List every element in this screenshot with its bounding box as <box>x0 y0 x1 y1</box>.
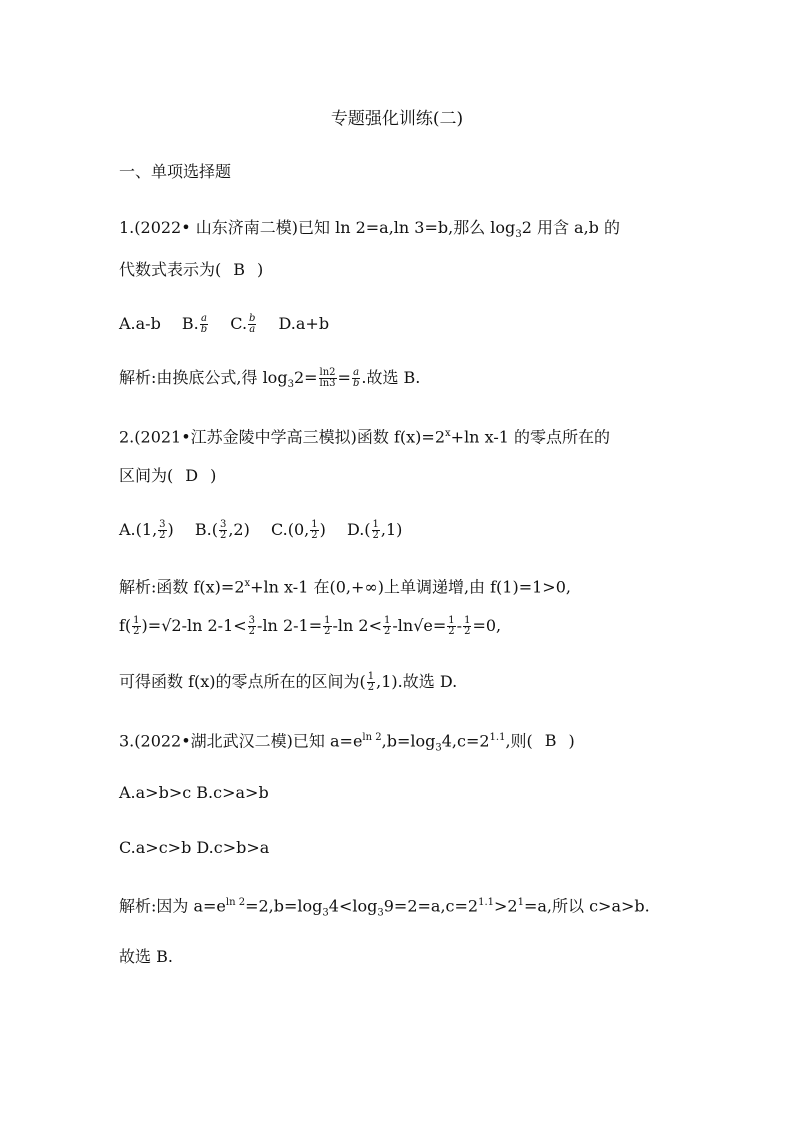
q2-option-b-right: ,2) <box>228 520 250 539</box>
q2-option-d <box>347 520 402 539</box>
q2-sol2-a: f( <box>119 616 132 635</box>
fraction-denominator: 2 <box>384 626 391 637</box>
q1-stem-line1 <box>119 216 620 247</box>
q2-option-a <box>119 520 174 539</box>
fraction-numerator: 1 <box>367 671 375 682</box>
fraction-numerator: a <box>353 367 360 378</box>
q2-option-a-right: ) <box>167 520 174 539</box>
fraction-numerator: a <box>200 313 207 324</box>
q1-solution-eq2: = <box>337 368 351 387</box>
q2-option-b-left: B.( <box>194 520 218 539</box>
fraction-numerator: 1 <box>448 615 455 626</box>
q2-stem-text: 2.(2021•江苏金陵中学高三模拟)函数 f(x)=2 <box>119 427 446 447</box>
fraction-numerator: 1 <box>311 519 318 530</box>
q2-sol2-fraction2 <box>248 616 256 637</box>
q2-sol2-f: - <box>456 616 463 635</box>
q1-options <box>119 312 345 336</box>
q2-sol2-b: )=√2-ln 2-1< <box>141 616 247 635</box>
q1-solution-fraction2 <box>352 368 360 389</box>
fraction-denominator: 2 <box>324 626 331 637</box>
fraction-numerator: 3 <box>219 519 227 530</box>
fraction-numerator: 1 <box>372 519 379 530</box>
q1-solution-eq: 2= <box>293 368 318 387</box>
fraction-numerator: 1 <box>324 615 331 626</box>
q1-option-b-prefix: B. <box>181 314 199 333</box>
q3-sol-e: >2 <box>493 896 518 916</box>
q1-answer: B <box>233 260 246 279</box>
q1-stem-text-end: 2 用含 a,b 的 <box>521 218 620 237</box>
q1-solution-log-base: 3 <box>287 379 294 391</box>
q2-sol2-c: -ln 2-1= <box>257 616 323 635</box>
q3-options-row2: C.a>c>b D.c>b>a <box>119 838 270 857</box>
q2-option-b <box>195 520 250 539</box>
fraction-numerator: 1 <box>384 615 391 626</box>
q2-paren-close: ) <box>210 466 217 485</box>
q2-sol2-fraction1 <box>132 616 140 637</box>
q2-sol2-fraction3 <box>323 616 331 637</box>
q2-sol2-g: =0, <box>472 616 502 635</box>
q3-answer: B <box>544 731 557 751</box>
fraction-denominator: 2 <box>248 626 256 637</box>
q3-exponent1: ln 2 <box>362 732 382 743</box>
q3-stem-b: ,b=log <box>381 731 436 751</box>
fraction-denominator: 2 <box>448 626 455 637</box>
q2-solution-text: 解析:函数 f(x)=2 <box>119 577 245 597</box>
q3-stem <box>119 726 575 761</box>
section-heading: 一、单项选择题 <box>119 162 232 181</box>
q1-log-base: 3 <box>515 229 522 241</box>
fraction-denominator: 2 <box>464 626 471 637</box>
q2-sol2-fraction5 <box>447 616 455 637</box>
q2-answer: D <box>185 466 199 485</box>
q3-solution-line1 <box>119 891 650 926</box>
q2-option-c-fraction <box>310 520 318 541</box>
q2-option-a-fraction <box>158 520 166 541</box>
q1-stem-text2: 代数式表示为( <box>119 260 222 279</box>
q1-option-c-prefix: C. <box>230 314 248 333</box>
q1-option-b <box>182 314 209 333</box>
q2-solution-line1 <box>119 572 571 599</box>
q3-exponent2: 1.1 <box>489 732 506 743</box>
q2-sol2-d: -ln 2< <box>332 616 382 635</box>
fraction-numerator: b <box>249 313 256 324</box>
q2-sol2-e: -ln√e= <box>392 616 447 635</box>
q3-stem-a: 3.(2022•湖北武汉二模)已知 a=e <box>119 731 363 751</box>
q2-stem-line1 <box>119 422 610 449</box>
q3-sol-d: 9=2=a,c=2 <box>383 896 479 916</box>
fraction-denominator: b <box>352 378 360 389</box>
q1-paren-close: ) <box>257 260 264 279</box>
q1-solution-conclusion: .故选 B. <box>361 368 421 387</box>
q2-sol3-b: ,1).故选 D. <box>376 672 458 691</box>
fraction-numerator: 3 <box>248 615 256 626</box>
q1-stem-line2 <box>119 258 263 282</box>
fraction-denominator: 2 <box>219 530 227 541</box>
fraction-denominator: 2 <box>311 530 318 541</box>
q3-sol-a: 解析:因为 a=e <box>119 896 226 916</box>
q1-solution <box>119 366 420 397</box>
q1-option-c-fraction <box>248 314 256 335</box>
q1-solution-text: 解析:由换底公式,得 log <box>119 368 288 387</box>
q2-sol3-a: 可得函数 f(x)的零点所在的区间为( <box>119 672 366 691</box>
q2-stem-text-end: +ln x-1 的零点所在的 <box>450 427 610 447</box>
q3-sol-log-base1: 3 <box>322 907 329 919</box>
fraction-numerator: ln2 <box>319 367 336 378</box>
q3-sol-b: =2,b=log <box>245 896 323 916</box>
q1-option-d: D.a+b <box>278 314 330 333</box>
q3-sol-c: 4<log <box>328 896 378 916</box>
q3-sol-exponent1: ln 2 <box>225 897 246 908</box>
q2-solution-exponent: x <box>244 578 251 589</box>
q1-option-a: A.a-b <box>119 314 161 333</box>
q3-stem-c: 4,c=2 <box>441 731 490 751</box>
q3-solution-line2: 故选 B. <box>119 947 173 966</box>
q2-option-c <box>271 520 326 539</box>
fraction-denominator: a <box>249 324 256 335</box>
fraction-denominator: 2 <box>372 530 379 541</box>
q2-option-c-left: C.(0, <box>270 520 310 539</box>
fraction-numerator: 1 <box>464 615 471 626</box>
q2-sol2-fraction4 <box>383 616 391 637</box>
q3-sol-exponent2: 1.1 <box>478 897 494 908</box>
q3-paren-close: ) <box>568 731 575 751</box>
q1-solution-fraction1 <box>319 368 337 389</box>
fraction-denominator: 2 <box>367 682 375 693</box>
fraction-denominator: 2 <box>159 530 166 541</box>
fraction-numerator: 1 <box>133 615 140 626</box>
q3-log-base: 3 <box>435 742 442 754</box>
q2-option-d-left: D.( <box>346 520 371 539</box>
q2-exponent: x <box>445 428 451 439</box>
q2-option-b-fraction <box>219 520 227 541</box>
q2-option-a-left: A.(1, <box>119 520 158 539</box>
q2-solution-line3 <box>119 670 457 694</box>
page-title: 专题强化训练(二) <box>330 109 464 129</box>
q1-option-b-fraction <box>200 314 208 335</box>
q2-options <box>119 518 418 542</box>
fraction-denominator: ln3 <box>319 378 336 389</box>
q2-solution-line2 <box>119 614 501 638</box>
q2-sol2-fraction6 <box>463 616 471 637</box>
q3-sol-f: =a,所以 c>a>b. <box>523 896 650 916</box>
q3-options-row1: A.a>b>c B.c>a>b <box>119 783 269 802</box>
q1-option-c <box>230 314 257 333</box>
q2-stem-line2 <box>119 464 216 488</box>
fraction-denominator: b <box>200 324 208 335</box>
q2-sol3-fraction <box>367 672 375 693</box>
q2-stem-text2: 区间为( <box>119 466 174 485</box>
q3-sol-log-base2: 3 <box>377 907 384 919</box>
q2-solution-text-end: +ln x-1 在(0,+∞)上单调递增,由 f(1)=1>0, <box>250 577 571 597</box>
q3-stem-d: ,则( <box>505 731 533 751</box>
fraction-denominator: 2 <box>133 626 140 637</box>
q1-stem-text: 1.(2022• 山东济南二模)已知 ln 2=a,ln 3=b,那么 log <box>119 218 516 237</box>
q2-option-d-fraction <box>372 520 380 541</box>
q2-option-d-right: ,1) <box>380 520 403 539</box>
q3-sol-exponent3: 1 <box>517 897 524 908</box>
fraction-numerator: 3 <box>159 519 166 530</box>
q2-option-c-right: ) <box>319 520 326 539</box>
